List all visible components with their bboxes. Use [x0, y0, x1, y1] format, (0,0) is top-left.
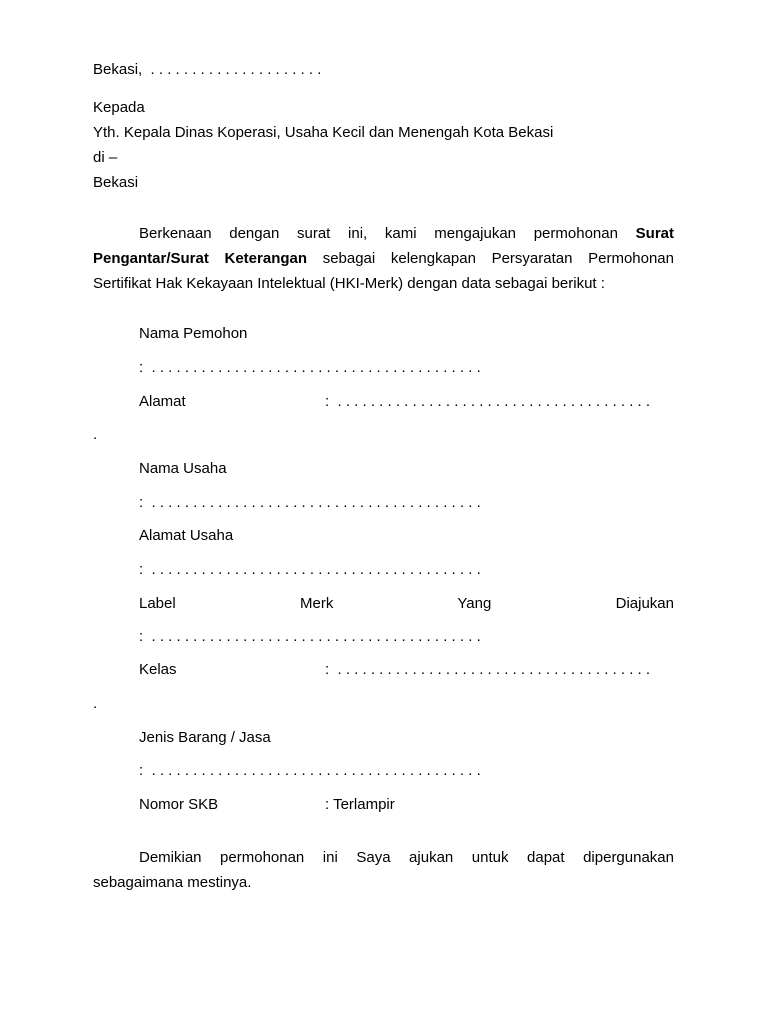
- label-merk-value: : . . . . . . . . . . . . . . . . . . . . . . . . . . . . . . . . . . . . . . . .: [139, 628, 481, 645]
- jenis-barang-label: Jenis Barang / Jasa: [139, 729, 271, 746]
- recipient-di: di –: [93, 149, 118, 166]
- alamat-wrap-dot: .: [93, 426, 98, 443]
- closing-line-1: [93, 849, 674, 867]
- alamat-usaha-value: : . . . . . . . . . . . . . . . . . . . . . . . . . . . . . . . . . . . . . . . .: [139, 561, 481, 578]
- intro-line-3: Sertifikat Hak Kekayaan Intelektual (HKI-Merk) dengan data sebagai berikut :: [93, 275, 605, 292]
- nama-pemohon-label: Nama Pemohon: [139, 325, 248, 342]
- closing-line-1-text: Demikian permohonan ini Saya ajukan untuk dapat dipergunakan: [139, 849, 674, 866]
- alamat-label: Alamat: [139, 393, 186, 410]
- intro-line-1-text: Berkenaan dengan surat ini, kami mengajukan permohonan: [139, 225, 618, 242]
- nomor-skb-label: Nomor SKB: [139, 796, 219, 813]
- recipient-kepada: Kepada: [93, 99, 145, 116]
- recipient-city: Bekasi: [93, 174, 139, 191]
- alamat-usaha-label: Alamat Usaha: [139, 527, 234, 544]
- jenis-barang-value: : . . . . . . . . . . . . . . . . . . . . . . . . . . . . . . . . . . . . . . . .: [139, 762, 481, 779]
- intro-line-2: [93, 250, 674, 268]
- kelas-value: : . . . . . . . . . . . . . . . . . . . . . . . . . . . . . . . . . . . . . .: [325, 661, 651, 678]
- nama-usaha-label: Nama Usaha: [139, 460, 227, 477]
- intro-line-2-text: sebagai kelengkapan Persyaratan Permohonan: [322, 250, 674, 267]
- nama-pemohon-value: : . . . . . . . . . . . . . . . . . . . . . . . . . . . . . . . . . . . . . . . .: [139, 359, 481, 376]
- place-date-line: Bekasi, . . . . . . . . . . . . . . . . . . . . .: [93, 61, 322, 78]
- intro-line-1: [93, 225, 674, 243]
- closing-line-2: sebagaimana mestinya.: [93, 874, 252, 891]
- intro-line-1-bold: Surat: [635, 225, 674, 242]
- nomor-skb-value: : Terlampir: [325, 796, 395, 813]
- nama-usaha-value: : . . . . . . . . . . . . . . . . . . . . . . . . . . . . . . . . . . . . . . . .: [139, 494, 481, 511]
- kelas-wrap-dot: .: [93, 695, 98, 712]
- recipient-addressee: Yth. Kepala Dinas Koperasi, Usaha Kecil dan Menengah Kota Bekasi: [93, 124, 554, 141]
- alamat-value: : . . . . . . . . . . . . . . . . . . . . . . . . . . . . . . . . . . . . . .: [325, 393, 651, 410]
- label-merk-label: Label Merk Yang Diajukan: [139, 595, 674, 612]
- kelas-label: Kelas: [139, 661, 177, 678]
- intro-line-2-bold: Pengantar/Surat Keterangan: [93, 250, 308, 267]
